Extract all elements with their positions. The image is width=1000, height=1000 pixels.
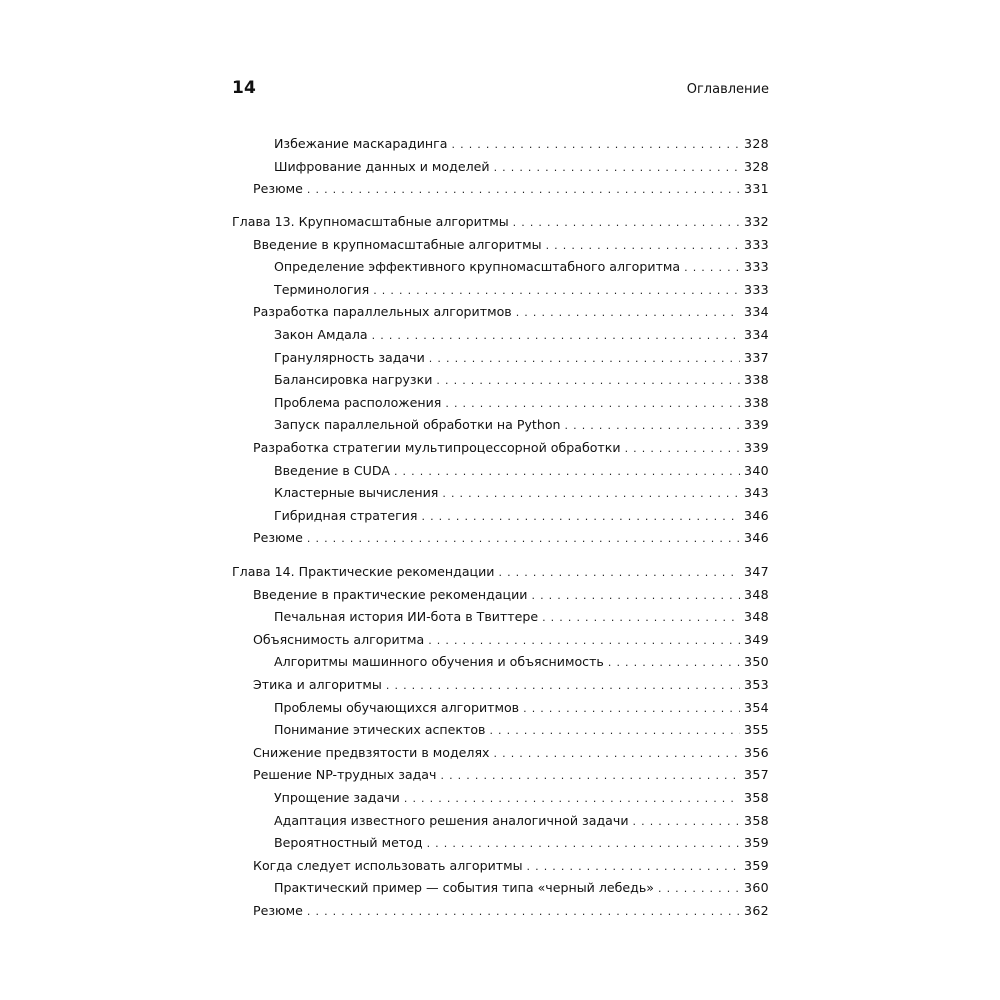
dot-leader bbox=[307, 528, 740, 551]
toc-entry-page: 353 bbox=[744, 676, 769, 692]
toc-entry-title: Закон Амдала bbox=[274, 324, 372, 347]
dot-leader bbox=[386, 675, 740, 698]
toc-entry bbox=[232, 156, 769, 179]
toc-entry-page: 332 bbox=[744, 214, 769, 229]
dot-leader bbox=[527, 856, 741, 879]
toc-entry-title: Шифрование данных и моделей bbox=[274, 156, 494, 179]
toc-entry bbox=[232, 369, 769, 392]
toc-entry-page: 360 bbox=[744, 880, 769, 896]
toc-entry-page: 333 bbox=[744, 236, 769, 252]
toc-entry-title: Балансировка нагрузки bbox=[274, 369, 436, 392]
toc-entry bbox=[232, 877, 769, 900]
dot-leader bbox=[307, 901, 740, 924]
toc-entry-title: Проблема расположения bbox=[274, 392, 445, 415]
toc-entry bbox=[232, 832, 769, 855]
toc-entry bbox=[232, 301, 769, 324]
toc-entry-title: Алгоритмы машинного обучения и объяснимость bbox=[274, 651, 608, 674]
toc-entry-page: 355 bbox=[744, 722, 769, 738]
dot-leader bbox=[494, 157, 740, 180]
toc-entry-title: Определение эффективного крупномасштабного алгоритма bbox=[274, 256, 684, 279]
toc-entry bbox=[232, 855, 769, 878]
toc-entry-page: 354 bbox=[744, 699, 769, 715]
dot-leader bbox=[429, 348, 740, 371]
toc-entry bbox=[232, 482, 769, 505]
dot-leader bbox=[658, 878, 740, 901]
toc-entry-page: 338 bbox=[744, 372, 769, 388]
dot-leader bbox=[421, 506, 740, 529]
toc-entry bbox=[232, 392, 769, 415]
toc-entry-title: Введение в CUDA bbox=[274, 460, 394, 483]
toc-chapter-14 bbox=[232, 561, 769, 923]
dot-leader bbox=[489, 720, 740, 743]
toc-entry-title: Терминология bbox=[274, 279, 373, 302]
dot-leader bbox=[513, 212, 740, 235]
toc-entry bbox=[232, 900, 769, 923]
dot-leader bbox=[494, 743, 741, 766]
toc-entry bbox=[232, 584, 769, 607]
toc-entry bbox=[232, 810, 769, 833]
toc-entry bbox=[232, 347, 769, 370]
toc-section-continued bbox=[232, 133, 769, 201]
toc-entry bbox=[232, 629, 769, 652]
toc-chapter-13 bbox=[232, 211, 769, 550]
dot-leader bbox=[546, 235, 740, 258]
toc-entry-title: Упрощение задачи bbox=[274, 787, 404, 810]
toc-entry-page: 357 bbox=[744, 767, 769, 783]
toc-entry-page: 333 bbox=[744, 281, 769, 297]
toc-entry bbox=[232, 414, 769, 437]
toc-entry-page: 334 bbox=[744, 304, 769, 320]
toc-entry bbox=[232, 764, 769, 787]
toc-entry-page: 359 bbox=[744, 835, 769, 851]
toc-entry bbox=[232, 527, 769, 550]
dot-leader bbox=[394, 461, 740, 484]
page-header bbox=[232, 78, 769, 104]
toc-entry bbox=[232, 279, 769, 302]
toc-entry-title: Введение в крупномасштабные алгоритмы bbox=[253, 234, 546, 257]
page-number: 14 bbox=[232, 78, 257, 98]
toc-entry-page: 328 bbox=[744, 136, 769, 151]
dot-leader bbox=[442, 483, 740, 506]
dot-leader bbox=[633, 811, 741, 834]
dot-leader bbox=[565, 415, 741, 438]
toc-entry-page: 358 bbox=[744, 789, 769, 805]
toc-entry-page: 328 bbox=[744, 158, 769, 174]
toc-entry-title: Гибридная стратегия bbox=[274, 505, 421, 528]
toc-entry bbox=[232, 719, 769, 742]
toc-entry-title: Гранулярность задачи bbox=[274, 347, 429, 370]
toc-entry-page: 338 bbox=[744, 394, 769, 410]
toc-entry-page: 348 bbox=[744, 586, 769, 602]
toc-chapter-entry bbox=[232, 561, 769, 584]
toc-entry-page: 334 bbox=[744, 326, 769, 342]
toc-entry-page: 339 bbox=[744, 417, 769, 433]
dot-leader bbox=[436, 370, 740, 393]
toc-entry bbox=[232, 787, 769, 810]
toc-entry bbox=[232, 606, 769, 629]
toc-entry-page: 348 bbox=[744, 609, 769, 625]
toc-entry-title: Проблемы обучающихся алгоритмов bbox=[274, 697, 523, 720]
toc-entry bbox=[232, 178, 769, 201]
toc-entry-page: 343 bbox=[744, 485, 769, 501]
toc-entry bbox=[232, 234, 769, 257]
toc-entry-title: Практический пример — события типа «черный лебедь» bbox=[274, 877, 658, 900]
toc-entry bbox=[232, 324, 769, 347]
toc-entry bbox=[232, 133, 769, 156]
dot-leader bbox=[608, 652, 740, 675]
toc-entry-title: Запуск параллельной обработки на Python bbox=[274, 414, 565, 437]
toc-entry bbox=[232, 505, 769, 528]
toc-entry-page: 362 bbox=[744, 902, 769, 918]
toc-entry-title: Этика и алгоритмы bbox=[253, 674, 386, 697]
dot-leader bbox=[452, 134, 741, 157]
toc-entry bbox=[232, 651, 769, 674]
toc-entry-page: 347 bbox=[744, 564, 769, 579]
toc-entry-title: Вероятностный метод bbox=[274, 832, 427, 855]
toc-entry-page: 346 bbox=[744, 530, 769, 546]
toc-entry bbox=[232, 697, 769, 720]
book-page bbox=[232, 0, 769, 1000]
toc-entry-page: 359 bbox=[744, 857, 769, 873]
toc-entry-page: 346 bbox=[744, 507, 769, 523]
toc-entry-title: Понимание этических аспектов bbox=[274, 719, 489, 742]
dot-leader bbox=[523, 698, 740, 721]
dot-leader bbox=[373, 280, 740, 303]
toc-entry-page: 358 bbox=[744, 812, 769, 828]
toc-entry-title: Объяснимость алгоритма bbox=[253, 629, 428, 652]
dot-leader bbox=[625, 438, 740, 461]
toc-entry-page: 339 bbox=[744, 439, 769, 455]
running-title: Оглавление bbox=[686, 82, 769, 97]
toc-entry-title: Разработка стратегии мультипроцессорной обработки bbox=[253, 437, 625, 460]
dot-leader bbox=[684, 257, 740, 280]
toc-entry-title: Снижение предвзятости в моделях bbox=[253, 742, 494, 765]
toc-entry-page: 333 bbox=[744, 259, 769, 275]
dot-leader bbox=[532, 585, 741, 608]
toc-entry-title: Когда следует использовать алгоритмы bbox=[253, 855, 527, 878]
dot-leader bbox=[440, 765, 740, 788]
dot-leader bbox=[445, 393, 740, 416]
dot-leader bbox=[542, 607, 740, 630]
toc-entry bbox=[232, 437, 769, 460]
toc-entry-title: Избежание маскарадинга bbox=[274, 133, 452, 156]
dot-leader bbox=[372, 325, 740, 348]
toc-entry bbox=[232, 742, 769, 765]
toc-entry-title: Разработка параллельных алгоритмов bbox=[253, 301, 516, 324]
dot-leader bbox=[307, 179, 740, 202]
dot-leader bbox=[499, 562, 741, 585]
toc-entry-page: 337 bbox=[744, 349, 769, 365]
dot-leader bbox=[516, 302, 740, 325]
toc-entry bbox=[232, 256, 769, 279]
dot-leader bbox=[427, 833, 740, 856]
toc-entry-title: Резюме bbox=[253, 900, 307, 923]
toc-entry-page: 331 bbox=[744, 181, 769, 197]
toc-entry-title: Резюме bbox=[253, 178, 307, 201]
toc-entry-title: Кластерные вычисления bbox=[274, 482, 442, 505]
toc-chapter-entry bbox=[232, 211, 769, 234]
toc-entry-page: 349 bbox=[744, 631, 769, 647]
toc-entry-title: Резюме bbox=[253, 527, 307, 550]
toc-entry-page: 340 bbox=[744, 462, 769, 478]
toc-entry-title: Адаптация известного решения аналогичной задачи bbox=[274, 810, 633, 833]
toc-entry-title: Глава 13. Крупномасштабные алгоритмы bbox=[232, 211, 513, 234]
toc-entry-page: 350 bbox=[744, 654, 769, 670]
dot-leader bbox=[428, 630, 740, 653]
dot-leader bbox=[404, 788, 740, 811]
toc-entry-page: 356 bbox=[744, 744, 769, 760]
toc-entry-title: Введение в практические рекомендации bbox=[253, 584, 532, 607]
toc-entry-title: Глава 14. Практические рекомендации bbox=[232, 561, 499, 584]
toc-entry-title: Решение NP-трудных задач bbox=[253, 764, 440, 787]
toc-entry-title: Печальная история ИИ-бота в Твиттере bbox=[274, 606, 542, 629]
toc-entry bbox=[232, 674, 769, 697]
toc-entry bbox=[232, 460, 769, 483]
